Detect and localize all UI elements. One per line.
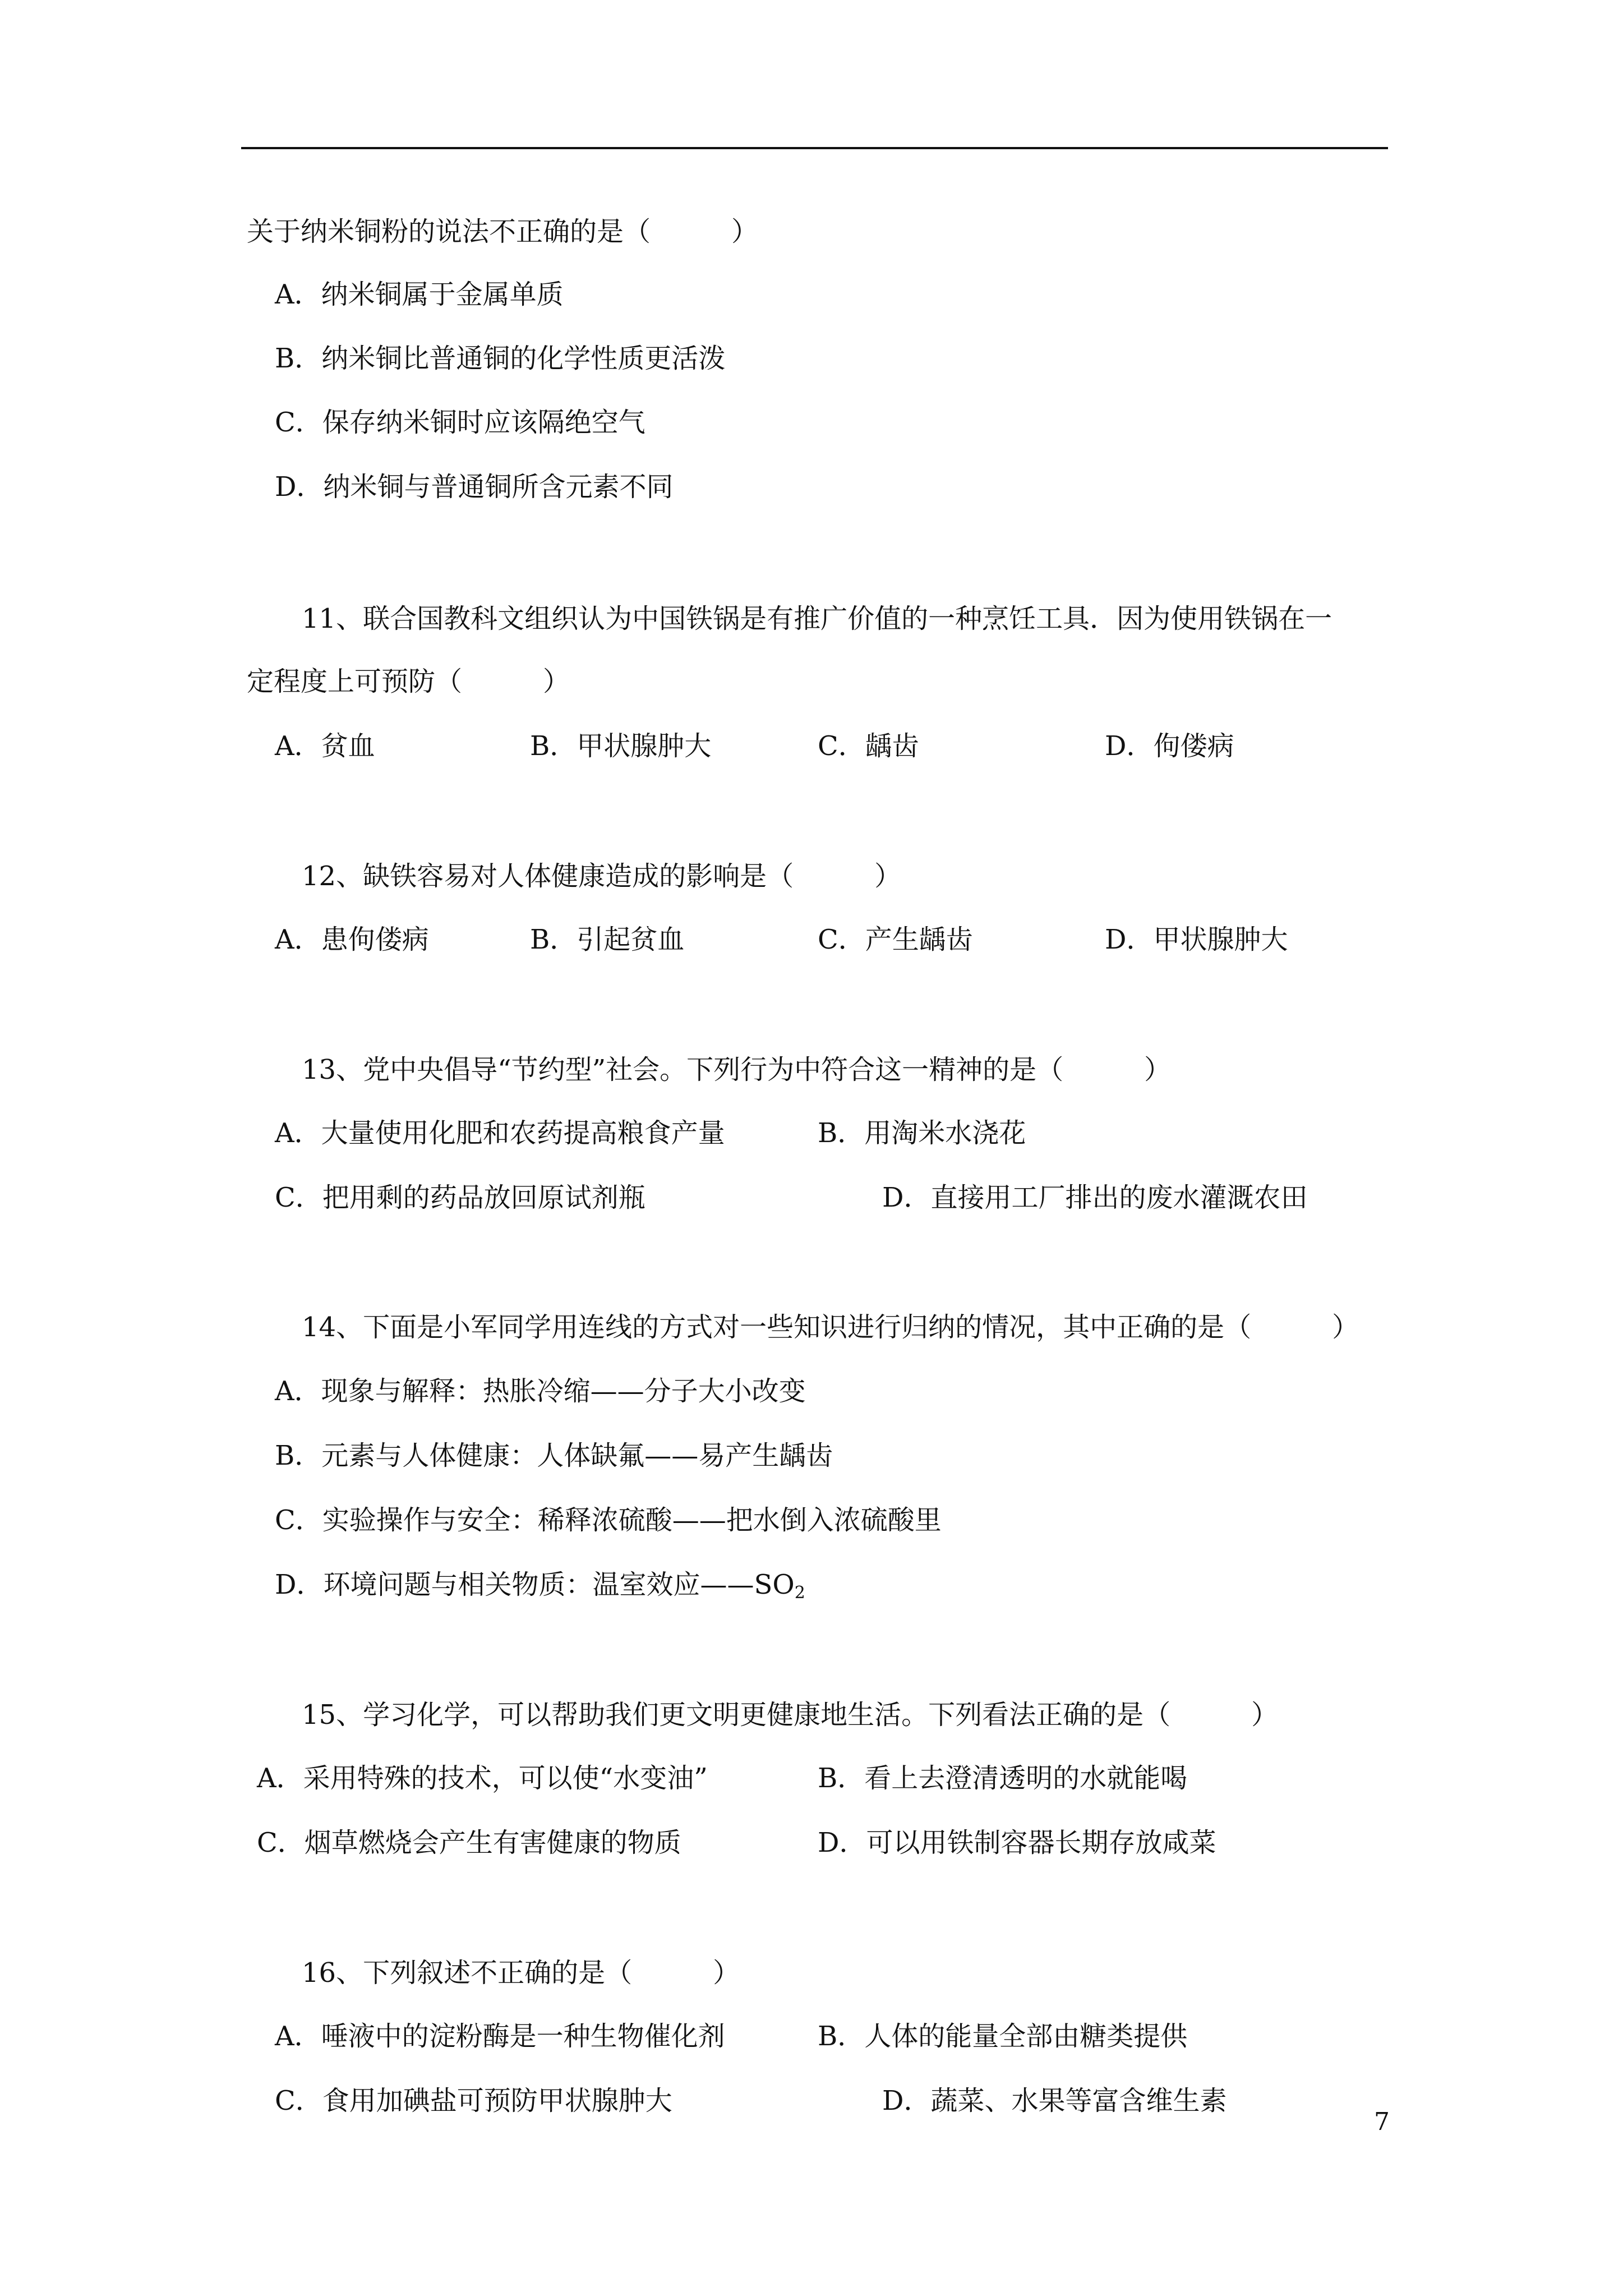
q15-option-a: A．采用特殊的技术，可以使“水变油” [257, 1763, 708, 1794]
q13-option-c: C．把用剩的药品放回原试剂瓶 [275, 1182, 645, 1213]
q12-option-c: C．产生龋齿 [818, 924, 973, 955]
q10-stem: 关于纳米铜粉的说法不正确的是（ ） [247, 216, 759, 247]
q15-option-b: B．看上去澄清透明的水就能喝 [818, 1763, 1188, 1794]
q16-option-d: D．蔬菜、水果等富含维生素 [882, 2085, 1227, 2116]
q10-option-d: D．纳米铜与普通铜所含元素不同 [275, 471, 674, 503]
q11-option-b: B．甲状腺肿大 [530, 730, 712, 762]
q14-option-b: B．元素与人体健康：人体缺氟——易产生龋齿 [275, 1440, 833, 1471]
q12-option-b: B．引起贫血 [530, 924, 685, 955]
q12-option-d: D．甲状腺肿大 [1105, 924, 1288, 955]
q14-option-d [275, 1568, 805, 1610]
q11-option-d: D．佝偻病 [1105, 730, 1234, 762]
q14-option-a: A．现象与解释：热胀冷缩——分子大小改变 [275, 1375, 806, 1407]
q13-option-a: A．大量使用化肥和农药提高粮食产量 [275, 1117, 725, 1149]
q14-option-d-text: D．环境问题与相关物质：温室效应——SO [275, 1569, 795, 1600]
q13-option-d: D．直接用工厂排出的废水灌溉农田 [882, 1182, 1308, 1213]
q14-option-c: C．实验操作与安全：稀释浓硫酸——把水倒入浓硫酸里 [275, 1504, 942, 1536]
q14-option-d-subscript: 2 [794, 1583, 805, 1603]
q16-stem: 16、下列叙述不正确的是（ ） [302, 1957, 740, 1989]
q15-option-d: D．可以用铁制容器长期存放咸菜 [818, 1827, 1216, 1858]
page-number: 7 [1374, 2108, 1390, 2136]
q11-stem-line2: 定程度上可预防（ ） [247, 666, 570, 697]
q15-stem: 15、学习化学，可以帮助我们更文明更健康地生活。下列看法正确的是（ ） [302, 1699, 1279, 1731]
q16-option-a: A．唾液中的淀粉酶是一种生物催化剂 [275, 2021, 725, 2052]
q15-option-c: C．烟草燃烧会产生有害健康的物质 [257, 1827, 681, 1858]
header-rule [241, 147, 1388, 149]
q16-option-c: C．食用加碘盐可预防甲状腺肿大 [275, 2085, 672, 2116]
q11-stem-line1: 11、联合国教科文组织认为中国铁锅是有推广价值的一种烹饪工具．因为使用铁锅在一 [302, 603, 1332, 634]
q11-option-c: C．龋齿 [818, 730, 919, 762]
q10-option-a: A．纳米铜属于金属单质 [275, 279, 564, 310]
q14-stem: 14、下面是小军同学用连线的方式对一些知识进行归纳的情况，其中正确的是（ ） [302, 1312, 1359, 1343]
q13-option-b: B．用淘米水浇花 [818, 1117, 1026, 1149]
q11-option-a: A．贫血 [275, 730, 375, 762]
q16-option-b: B．人体的能量全部由糖类提供 [818, 2021, 1188, 2052]
q13-stem: 13、党中央倡导“节约型”社会。下列行为中符合这一精神的是（ ） [302, 1054, 1172, 1085]
q10-option-c: C．保存纳米铜时应该隔绝空气 [275, 407, 645, 438]
q12-option-a: A．患佝偻病 [275, 924, 429, 955]
q10-option-b: B．纳米铜比普通铜的化学性质更活泼 [275, 343, 726, 374]
q12-stem: 12、缺铁容易对人体健康造成的影响是（ ） [302, 861, 902, 892]
